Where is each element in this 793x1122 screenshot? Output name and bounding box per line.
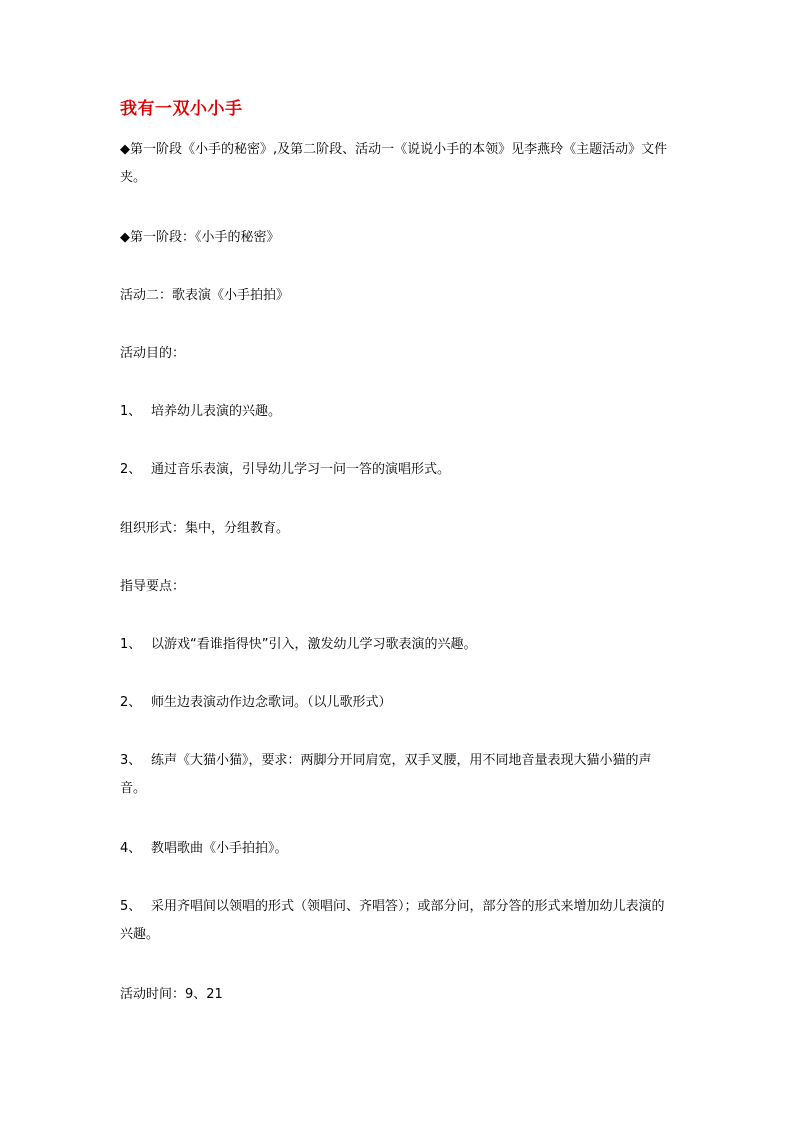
- item-number: 3、: [120, 753, 142, 768]
- paragraph-activity-time: [120, 981, 676, 1009]
- item-text: 练声《大猫小猫》，要求：两脚分开同肩宽，双手叉腰，用不同地音量表现大猫小猫的声音。: [120, 753, 652, 796]
- item-text: 培养幼儿表演的兴趣。: [151, 404, 282, 419]
- guidance-item-2: [120, 689, 676, 717]
- paragraph-activity-two: [120, 282, 676, 310]
- guidance-item-4: [120, 835, 676, 863]
- item-text: 以游戏“看谁指得快”引入，激发幼儿学习歌表演的兴趣。: [151, 637, 477, 652]
- paragraph-text: ◆第一阶段：《小手的秘密》: [120, 230, 280, 245]
- paragraph-text: ◆第一阶段《小手的秘密》,及第二阶段、活动一《说说小手的本领》见李燕玲《主题活动》文件夹。: [120, 142, 668, 185]
- paragraph-intro: [120, 136, 676, 192]
- guidance-item-1: [120, 631, 676, 659]
- document-title: 我有一双小小手: [120, 99, 243, 119]
- guidance-item-5: [120, 893, 676, 949]
- heading-activity-goals: [120, 340, 676, 368]
- item-text: 通过音乐表演，引导幼儿学习一问一答的演唱形式。: [151, 462, 451, 477]
- item-text: 师生边表演动作边念歌词。（以儿歌形式）: [151, 695, 392, 710]
- guidance-item-3: [120, 747, 676, 803]
- item-number: 2、: [120, 462, 142, 477]
- heading-guidance-points: [120, 573, 676, 601]
- goal-item-1: [120, 398, 676, 426]
- goal-item-2: [120, 456, 676, 484]
- item-number: 5、: [120, 899, 142, 914]
- paragraph-text: 指导要点：: [120, 579, 186, 594]
- paragraph-text: 组织形式：集中，分组教育。: [120, 521, 290, 536]
- item-number: 1、: [120, 404, 142, 419]
- paragraph-stage-one: [120, 224, 676, 252]
- item-number: 4、: [120, 841, 142, 856]
- paragraph-organization: [120, 515, 676, 543]
- item-number: 2、: [120, 695, 142, 710]
- item-number: 1、: [120, 637, 142, 652]
- paragraph-text: 活动二：歌表演《小手拍拍》: [120, 288, 290, 303]
- paragraph-text: 活动时间：9、21: [120, 987, 223, 1002]
- item-text: 教唱歌曲《小手拍拍》。: [151, 841, 288, 856]
- item-text: 采用齐唱间以领唱的形式（领唱问、齐唱答）；或部分问，部分答的形式来增加幼儿表演的兴趣。: [120, 899, 665, 942]
- paragraph-text: 活动目的：: [120, 346, 186, 361]
